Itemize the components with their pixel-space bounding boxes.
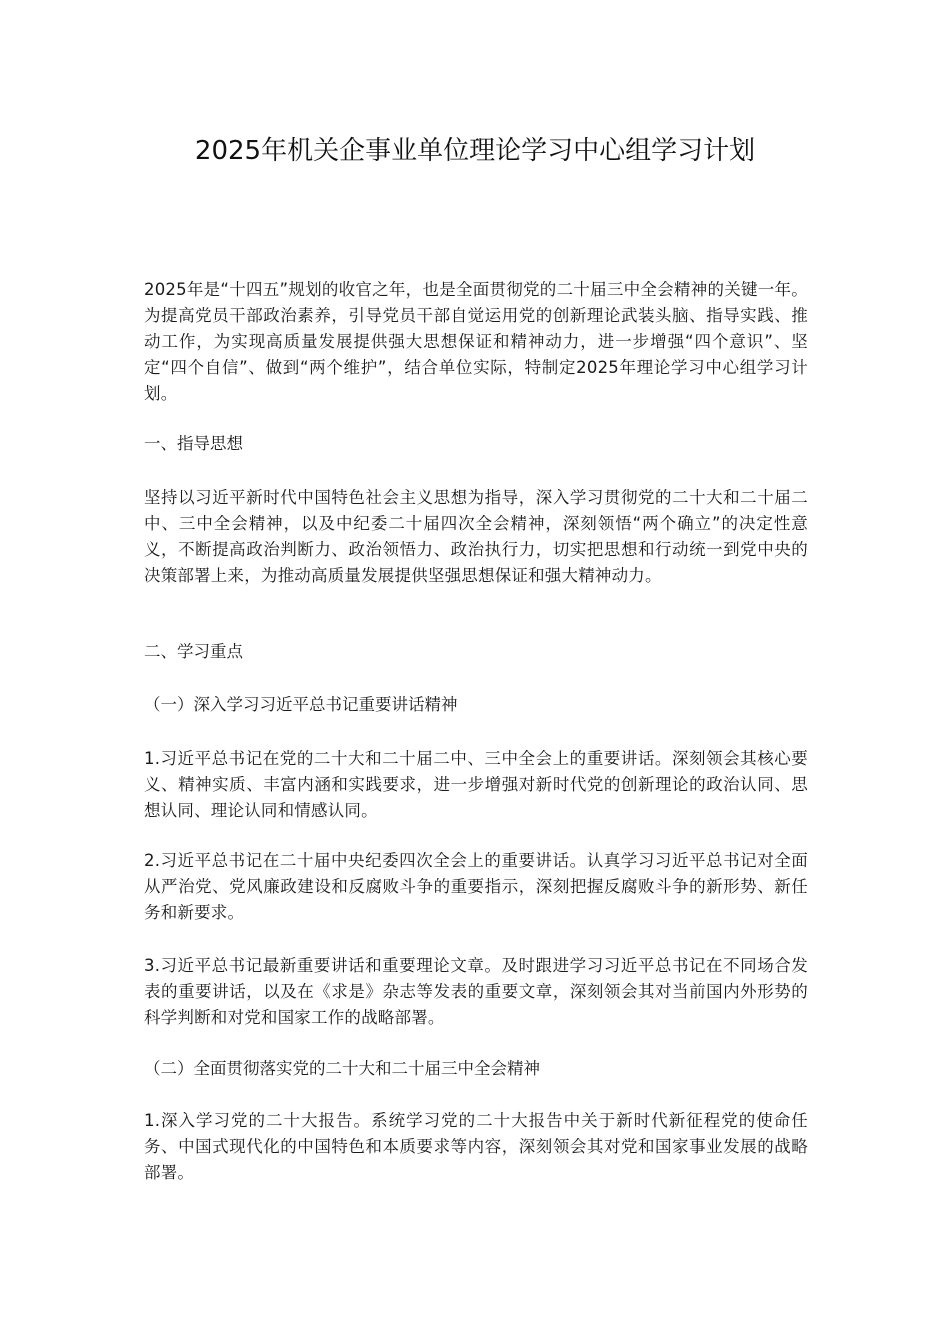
congress-item-1: 1.深入学习党的二十大报告。系统学习党的二十大报告中关于新时代新征程党的使命任务、中国式现代化的中国特色和本质要求等内容，深刻领会其对党和国家事业发展的战略部署。 [144, 1111, 808, 1182]
speeches-item-3: 3.习近平总书记最新重要讲话和重要理论文章。及时跟进学习习近平总书记在不同场合发表的重要讲话，以及在《求是》杂志等发表的重要文章，深刻领会其对当前国内外形势的科学判断和对党和国家工作的战略部署。 [144, 956, 808, 1027]
section-heading-study-focus: 二、学习重点 [144, 642, 243, 661]
speeches-item-2: 2.习近平总书记在二十届中央纪委四次全会上的重要讲话。认真学习习近平总书记对全面从严治党、党风廉政建设和反腐败斗争的重要指示，深刻把握反腐败斗争的新形势、新任务和新要求。 [144, 851, 808, 922]
document-title: 2025年机关企事业单位理论学习中心组学习计划 [194, 136, 756, 166]
section-heading-guiding-thought: 一、指导思想 [144, 434, 243, 453]
guiding-thought-paragraph: 坚持以习近平新时代中国特色社会主义思想为指导，深入学习贯彻党的二十大和二十届二中、三中全会精神，以及中纪委二十届四次全会精神，深刻领悟“两个确立”的决定性意义，不断提高政治判断力、政治领悟力、政治执行力，切实把思想和行动统一到党中央的决策部署上来，为推动高质量发展提供坚强思想保证和强大精神动力。 [144, 488, 808, 585]
subsection-heading-speeches: （一）深入学习习近平总书记重要讲话精神 [144, 695, 458, 714]
subsection-heading-congress: （二）全面贯彻落实党的二十大和二十届三中全会精神 [144, 1059, 540, 1078]
speeches-item-1: 1.习近平总书记在党的二十大和二十届二中、三中全会上的重要讲话。深刻领会其核心要义、精神实质、丰富内涵和实践要求，进一步增强对新时代党的创新理论的政治认同、思想认同、理论认同和情感认同。 [144, 749, 808, 820]
intro-paragraph: 2025年是“十四五”规划的收官之年，也是全面贯彻党的二十届三中全会精神的关键一年。为提高党员干部政治素养，引导党员干部自觉运用党的创新理论武装头脑、指导实践、推动工作，为实现高质量发展提供强大思想保证和精神动力，进一步增强“四个意识”、坚定“四个自信”、做到“两个维护”，结合单位实际，特制定2025年理论学习中心组学习计划。 [144, 280, 808, 403]
